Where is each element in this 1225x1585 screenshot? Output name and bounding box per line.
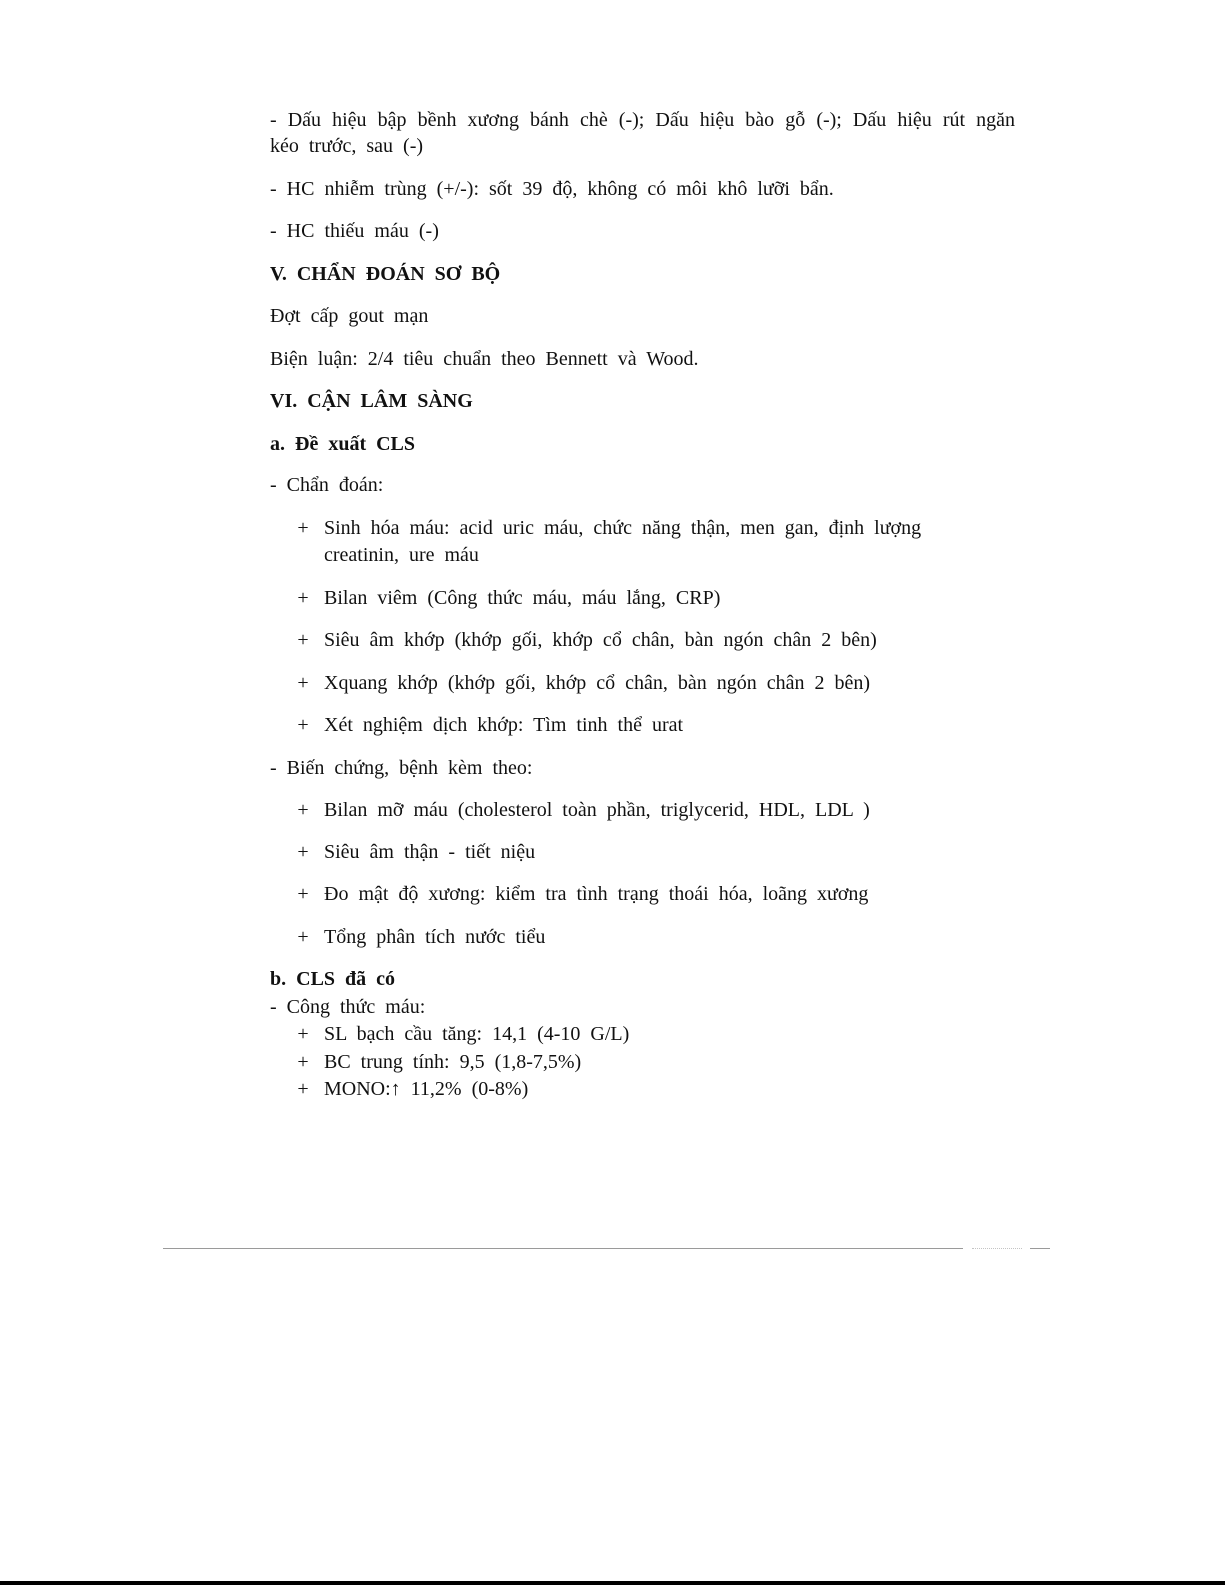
diagnosis-argument: Biện luận: 2/4 tiêu chuẩn theo Bennett và Wood. [270,348,699,370]
test-item-blood-biochemistry: Sinh hóa máu: acid uric máu, chức năng thận, men gan, định lượng [324,517,922,539]
test-item-synovial-fluid: Xét nghiệm dịch khớp: Tìm tinh thể urat [324,714,684,736]
test-item-inflammation-panel: Bilan viêm (Công thức máu, máu lắng, CRP) [324,587,721,609]
bullet-plus: + [297,926,309,948]
test-item-joint-ultrasound: Siêu âm khớp (khớp gối, khớp cổ chân, bàn ngón chân 2 bên) [324,629,877,651]
bullet-plus: + [297,629,309,651]
test-item-kidney-ultrasound: Siêu âm thận - tiết niệu [324,841,536,863]
diagnosis-tests-label: - Chẩn đoán: [270,474,384,496]
bullet-plus: + [297,883,309,905]
complications-tests-label: - Biến chứng, bệnh kèm theo: [270,757,533,779]
test-item-joint-xray: Xquang khớp (khớp gối, khớp cổ chân, bàn ngón chân 2 bên) [324,672,871,694]
subheading-proposed-tests: a. Đề xuất CLS [270,433,416,455]
cbc-item-neutrophil: BC trung tính: 9,5 (1,8-7,5%) [324,1051,582,1073]
bullet-plus: + [297,1078,309,1100]
finding-anemia-syndrome: - HC thiếu máu (-) [270,220,439,242]
footer-divider-end [1030,1248,1050,1249]
finding-patella-signs: - Dấu hiệu bập bềnh xương bánh chè (-); Dấu hiệu bào gỗ (-); Dấu hiệu rút ngăn [270,109,1015,131]
bullet-plus: + [297,799,309,821]
section-heading-preliminary-diagnosis: V. CHẨN ĐOÁN SƠ BỘ [270,263,501,285]
test-item-bone-density: Đo mật độ xương: kiểm tra tình trạng thoái hóa, loãng xương [324,883,869,905]
cbc-label: - Công thức máu: [270,996,426,1018]
bullet-plus: + [297,587,309,609]
test-item-blood-biochemistry-cont: creatinin, ure máu [324,544,479,566]
bullet-plus: + [297,841,309,863]
bullet-plus: + [297,672,309,694]
finding-infection-syndrome: - HC nhiễm trùng (+/-): sốt 39 độ, không có môi khô lưỡi bẩn. [270,178,834,200]
footer-divider [163,1248,963,1249]
subheading-available-tests: b. CLS đã có [270,968,396,990]
page-bottom-edge [0,1581,1225,1585]
section-heading-paraclinical: VI. CẬN LÂM SÀNG [270,390,473,412]
bullet-plus: + [297,1023,309,1045]
cbc-item-wbc: SL bạch cầu tăng: 14,1 (4-10 G/L) [324,1023,630,1045]
bullet-plus: + [297,1051,309,1073]
footer-divider-dotted [972,1248,1022,1249]
preliminary-diagnosis: Đợt cấp gout mạn [270,305,429,327]
bullet-plus: + [297,517,309,539]
finding-drawer-sign: kéo trước, sau (-) [270,135,424,157]
test-item-urinalysis: Tổng phân tích nước tiểu [324,926,546,948]
test-item-lipid-panel: Bilan mỡ máu (cholesterol toàn phần, triglycerid, HDL, LDL ) [324,799,870,821]
bullet-plus: + [297,714,309,736]
cbc-item-mono: MONO:↑ 11,2% (0-8%) [324,1078,529,1100]
